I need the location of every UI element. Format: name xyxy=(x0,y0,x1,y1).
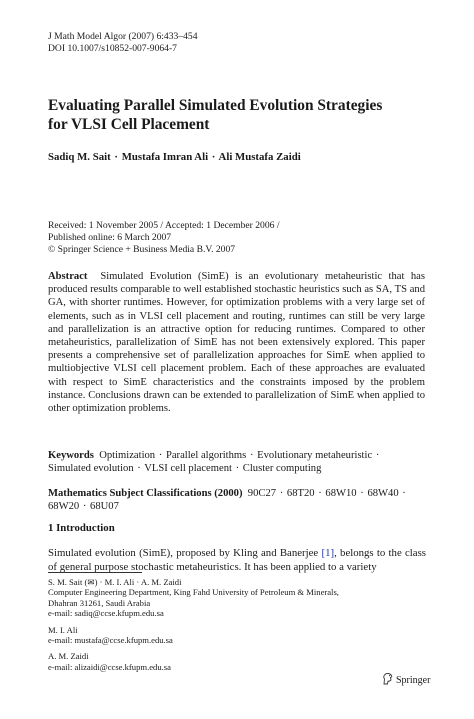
author-1: Sadiq M. Sait xyxy=(48,151,111,163)
keyword: Cluster computing xyxy=(242,463,322,475)
citation-link[interactable]: [1] xyxy=(321,547,335,559)
author-separator: · xyxy=(114,151,119,163)
email-ali: e-mail: mustafa@ccse.kfupm.edu.sa xyxy=(48,635,173,646)
keyword: VLSI cell placement xyxy=(144,463,232,475)
keyword: Parallel algorithms xyxy=(165,450,247,461)
footnote-rule xyxy=(48,572,142,573)
received-accepted: Received: 1 November 2005 / Accepted: 1 December 2006 / xyxy=(48,220,280,231)
section-heading: 1 Introduction xyxy=(48,522,115,534)
author-separator: · xyxy=(211,151,216,163)
keywords-label: Keywords xyxy=(48,450,94,461)
subject-classifications: Mathematics Subject Classifications (2000) 90C27 · 68T20 · 68W10 · 68W40 · 68W20 · 68U07 xyxy=(48,488,406,513)
abstract xyxy=(48,270,425,415)
keyword: Simulated evolution xyxy=(48,463,134,475)
intro-paragraph xyxy=(48,546,426,575)
email-sait: e-mail: sadiq@ccse.kfupm.edu.sa xyxy=(48,608,164,619)
author-name-ali: M. I. Ali xyxy=(48,624,78,635)
journal-header xyxy=(48,31,198,55)
abstract-text: Simulated Evolution (SimE) is an evolutionary metaheuristic that has produced results comparable to well established stochastic heuristics such as SA, TS and GA, with shorter runtimes. However, for optimization problems with a very large set of elements, such as in VLSI cell placement and routing, runtimes can still be very large and parallelization is an attractive option for reducing runtimes. Compared to other metaheuristics, parallelization of SimE has not been extensively explored. This paper presents a comprehensive set of parallelization approaches for SimE when applied to multiobjective VLSI cell placement problem. Each of these approaches are evaluated with respect to SimE characteristics and the constraints imposed by the problem instance. Conclusions drawn can be extended to parallelization of SimE when applied to other optimization problems. xyxy=(48,271,426,415)
intro-text-start: Simulated evolution (SimE), proposed by Kling and Banerjee xyxy=(48,547,322,559)
publication-dates xyxy=(48,220,280,255)
publisher-name: Springer xyxy=(396,675,431,686)
keyword: Evolutionary metaheuristic xyxy=(257,450,373,461)
author-3: Ali Mustafa Zaidi xyxy=(218,151,301,163)
publisher-logo xyxy=(381,672,430,686)
affiliation-block xyxy=(48,651,428,672)
msc-code: 68W40 xyxy=(367,488,399,499)
journal-citation: J Math Model Algor (2007) 6:433–454 xyxy=(48,31,198,42)
author-2: Mustafa Imran Ali xyxy=(121,151,209,163)
msc-code: 68W10 xyxy=(325,488,357,499)
keywords: Keywords Optimization · Parallel algorithms · Evolutionary metaheuristic · Simulated evolution · VLSI cell placement · Cluster computing xyxy=(48,450,380,475)
affiliation-block xyxy=(48,625,428,646)
title-line-1: Evaluating Parallel Simulated Evolution Strategies xyxy=(48,97,383,114)
affiliation-department: Computer Engineering Department, King Fahd University of Petroleum & Minerals, xyxy=(48,587,339,598)
springer-horse-icon xyxy=(381,672,394,685)
affiliation-city: Dhahran 31261, Saudi Arabia xyxy=(48,597,151,608)
msc-code: 68T20 xyxy=(286,488,315,499)
affiliation-authors: S. M. Sait (✉) · M. I. Ali · A. M. Zaidi xyxy=(48,577,182,587)
author-list xyxy=(48,151,301,163)
published-online: Published online: 6 March 2007 xyxy=(48,231,172,243)
paper-title xyxy=(48,97,428,134)
abstract-label: Abstract xyxy=(48,271,88,282)
author-affiliations xyxy=(48,577,428,678)
msc-code: 68W20 xyxy=(48,501,80,513)
msc-code: 68U07 xyxy=(90,501,119,513)
keyword: Optimization xyxy=(99,450,156,461)
email-zaidi: e-mail: alizaidi@ccse.kfupm.edu.sa xyxy=(48,661,171,672)
msc-label: Mathematics Subject Classifications (2000) xyxy=(48,488,243,499)
msc-code: 90C27 xyxy=(247,488,277,499)
intro-text-end: , belongs to the class of general purpose stochastic metaheuristics. It has been applied to a variety xyxy=(48,547,426,574)
doi: DOI 10.1007/s10852-007-9064-7 xyxy=(48,42,177,54)
author-name-zaidi: A. M. Zaidi xyxy=(48,651,89,662)
copyright: © Springer Science + Business Media B.V. 2007 xyxy=(48,243,236,255)
affiliation-block xyxy=(48,577,428,619)
title-line-2: for VLSI Cell Placement xyxy=(48,115,210,133)
